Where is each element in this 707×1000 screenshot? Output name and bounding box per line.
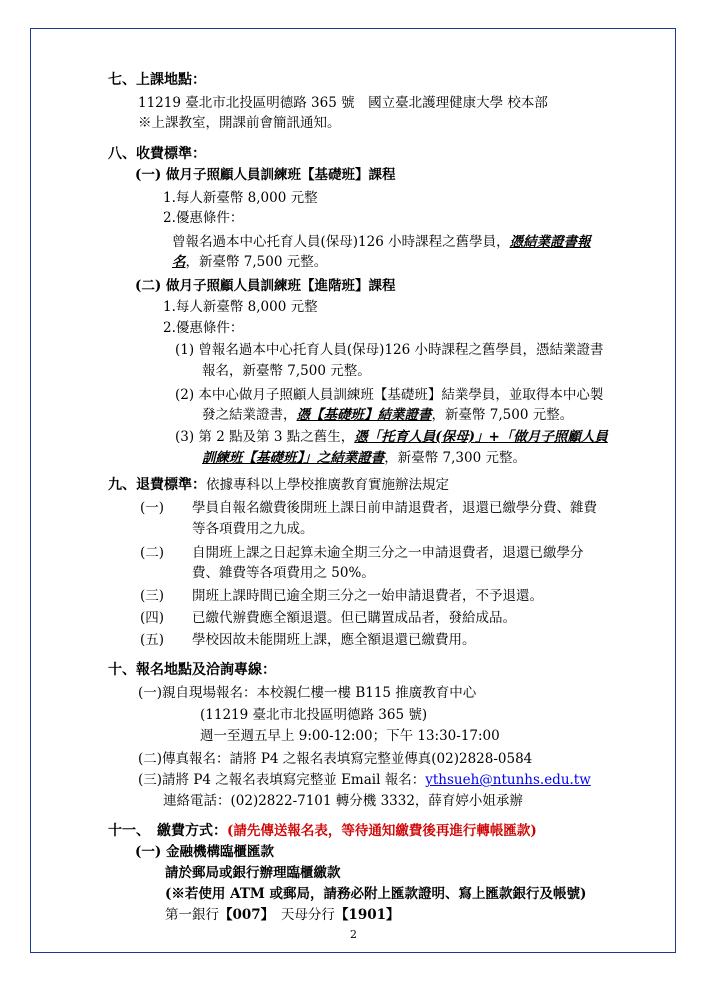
- discount-text: ，新臺幣 7,500 元整。: [431, 407, 574, 423]
- section-7-address: 11219 臺北市北投區明德路 365 號 國立臺北護理健康大學 校本部: [138, 95, 548, 111]
- fee-basic-title: (一) 做月子照顧人員訓練班【基礎班】課程: [135, 167, 396, 183]
- section-9-subtitle: 依據專科以上學校推廣教育實施辦法規定: [206, 477, 449, 493]
- fee-advanced-item-2b: [202, 405, 573, 425]
- discount-text: (3) 第 2 點及第 3 點之舊生，: [175, 429, 355, 445]
- contact-phone: 連絡電話：(02)2822-7101 轉分機 3332，薛育婷小姐承辦: [163, 793, 523, 809]
- signup-email: [138, 770, 591, 790]
- signup-email-label: (三)請將 P4 之報名表填寫完整並 Email 報名：: [138, 772, 426, 788]
- signup-onsite-address: (11219 臺北市北投區明德路 365 號): [200, 707, 428, 723]
- refund-item-1-number: (一): [140, 500, 165, 516]
- refund-item-4-number: (四): [140, 610, 165, 626]
- bank-info: [165, 905, 400, 925]
- fee-basic-discount-line2: [172, 252, 327, 272]
- discount-text: ，新臺幣 7,300 元整。: [384, 450, 526, 466]
- bank-name: 第一銀行: [165, 907, 219, 923]
- fee-advanced-item-1b: 報名，新臺幣 7,500 元整。: [202, 363, 371, 379]
- fee-advanced-title: (二) 做月子照顧人員訓練班【進階班】課程: [135, 278, 396, 294]
- section-8-title: 八、收費標準：: [108, 146, 206, 162]
- refund-item-4: 已繳代辦費應全額退還。但已購置成品者，發給成品。: [192, 610, 516, 626]
- refund-item-1a: 學員自報名繳費後開班上課日前申請退費者，退還已繳學分費、雜費: [192, 500, 597, 516]
- discount-text: 曾報名過本中心托育人員(保母)126 小時課程之舊學員，: [172, 234, 510, 250]
- payment-counter-instruction: 請於郵局或銀行辦理臨櫃繳款: [165, 865, 341, 881]
- signup-onsite-hours: 週一至週五早上 9:00-12:00；下午 13:30-17:00: [200, 728, 500, 744]
- fee-advanced-item-3a: [175, 427, 608, 447]
- branch-code: 【1901】: [334, 907, 400, 923]
- bank-code: 【007】: [219, 907, 268, 923]
- section-10-title: 十、報名地點及洽詢專線：: [108, 662, 276, 678]
- email-link[interactable]: ythsueh@ntunhs.edu.tw: [425, 772, 591, 788]
- refund-item-1b: 等各項費用之九成。: [192, 521, 314, 537]
- discount-emphasis: 憑「托育人員(保母)」+「做月子照顧人員: [354, 429, 608, 445]
- fee-advanced-discount-label: 2.優惠條件：: [163, 320, 244, 336]
- discount-emphasis: 訓練班【基礎班】」之結業證書: [202, 450, 385, 466]
- section-7-title: 七、上課地點：: [108, 72, 206, 88]
- signup-fax: (二)傳真報名：請將 P4 之報名表填寫完整並傳真(02)2828-0584: [138, 751, 533, 767]
- fee-advanced-price: 1.每人新臺幣 8,000 元整: [163, 299, 318, 315]
- refund-item-2a: 自開班上課之日起算未逾全期三分之一申請退費者，退還已繳學分: [192, 545, 584, 561]
- refund-item-5-number: (五): [140, 632, 165, 648]
- refund-item-2-number: (二): [140, 545, 165, 561]
- payment-warning: (請先傳送報名表，等待通知繳費後再進行轉帳匯款): [227, 823, 537, 839]
- branch-name: 天母分行: [267, 907, 335, 923]
- section-9-title: [108, 475, 449, 495]
- fee-basic-discount-line1: [172, 232, 591, 252]
- section-11-heading: 十一、 繳費方式：: [108, 823, 227, 839]
- fee-advanced-item-3b: [202, 448, 526, 468]
- section-7-note: ※上課教室，開課前會簡訊通知。: [138, 115, 341, 131]
- discount-emphasis: 憑【基礎班】結業證書: [296, 407, 432, 423]
- fee-basic-discount-label: 2.優惠條件：: [163, 210, 244, 226]
- discount-emphasis: 憑結業證書報: [509, 234, 591, 250]
- discount-text: ，新臺幣 7,500 元整。: [185, 254, 328, 270]
- section-11-title: [108, 821, 537, 841]
- page-number: 2: [350, 928, 357, 941]
- refund-item-3-number: (三): [140, 588, 165, 604]
- section-9-heading: 九、退費標準：: [108, 477, 206, 493]
- discount-emphasis: 名: [172, 254, 186, 270]
- payment-counter-title: (一) 金融機構臨櫃匯款: [135, 844, 274, 860]
- refund-item-2b: 費、雜費等各項費用之 50%。: [192, 565, 375, 581]
- refund-item-3: 開班上課時間已逾全期三分之一始申請退費者，不予退還。: [192, 588, 543, 604]
- signup-onsite: (一)親自現場報名：本校親仁樓一樓 B115 推廣教育中心: [138, 685, 477, 701]
- fee-advanced-item-2a: (2) 本中心做月子照顧人員訓練班【基礎班】結業學員，並取得本中心製: [175, 387, 604, 403]
- discount-text: 發之結業證書，: [202, 407, 297, 423]
- payment-atm-note: (※若使用 ATM 或郵局，請務必附上匯款證明、寫上匯款銀行及帳號): [165, 886, 587, 902]
- refund-item-5: 學校因故未能開班上課，應全額退還已繳費用。: [192, 632, 476, 648]
- fee-advanced-item-1a: (1) 曾報名過本中心托育人員(保母)126 小時課程之舊學員，憑結業證書: [175, 342, 604, 358]
- fee-basic-price: 1.每人新臺幣 8,000 元整: [163, 190, 318, 206]
